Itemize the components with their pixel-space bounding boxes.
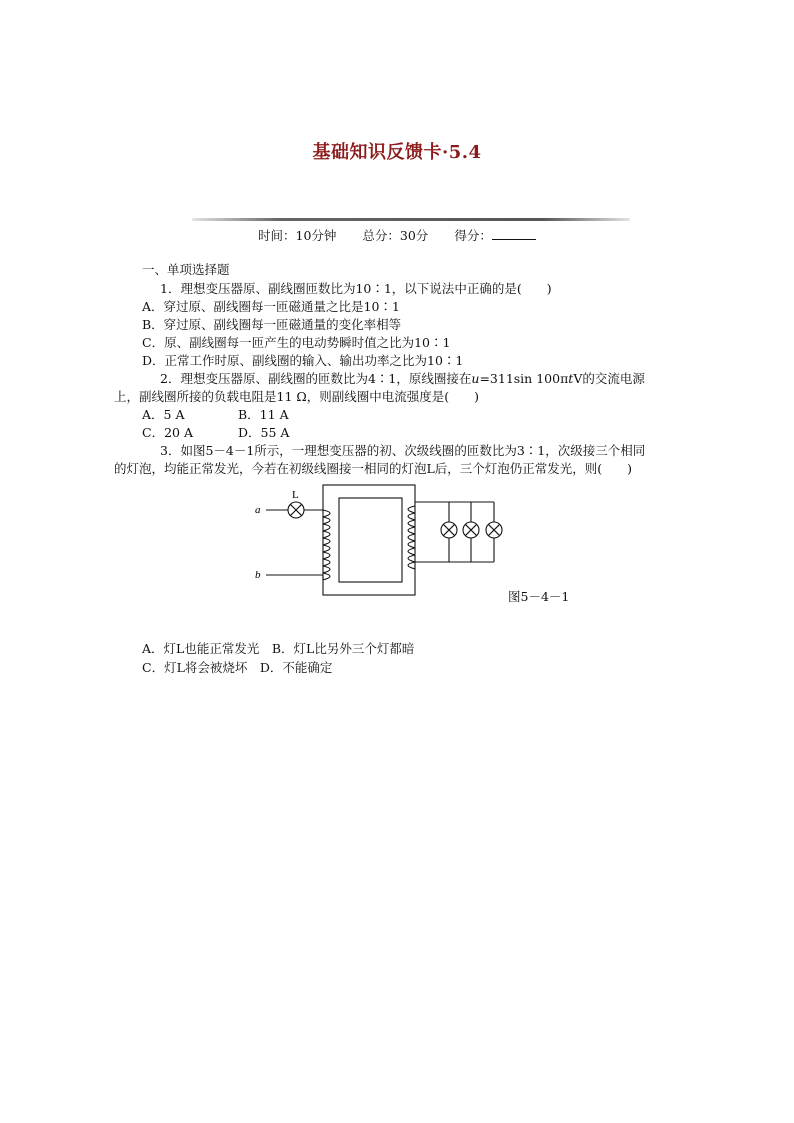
- terminal-b-label: b: [255, 569, 261, 581]
- lamp-L-label: L: [292, 489, 299, 501]
- q1-option-d: D．正常工作时原、副线圈的输入、输出功率之比为10∶1: [142, 353, 464, 368]
- q2-stem: 2．理想变压器原、副线圈的匝数比为4∶1，原线圈接在u=311sin 100πtV的交流电源: [160, 371, 645, 386]
- q3-stem-continued: 的灯泡，均能正常发光，今若在初级线圈接一相同的灯泡L后，三个灯泡仍正常发光，则( ): [114, 461, 633, 476]
- q2-options-ab: [142, 407, 289, 423]
- score-blank: [492, 226, 536, 240]
- secondary-coil: [408, 506, 415, 569]
- score-field: 得分：: [454, 226, 536, 244]
- total-score: 总分：30分: [362, 228, 429, 243]
- q1-option-c: C．原、副线圈每一匝产生的电动势瞬时值之比为10∶1: [142, 335, 451, 350]
- q2-stem-continued: 上，副线圈所接的负载电阻是11 Ω，则副线圈中电流强度是( ): [114, 389, 479, 404]
- q2-options-cd: [142, 425, 289, 441]
- page-title: 基础知识反馈卡·5.4: [312, 142, 482, 163]
- q1-stem: 1．理想变压器原、副线圈匝数比为10∶1，以下说法中正确的是( ): [160, 281, 552, 296]
- terminal-a-label: a: [255, 504, 261, 516]
- q2-option-a: A．5 A: [142, 407, 185, 422]
- q1-option-a: A．穿过原、副线圈每一匝磁通量之比是10∶1: [142, 299, 400, 314]
- q3-options-cd: C．灯L将会被烧坏 D．不能确定: [142, 660, 333, 675]
- title-divider: [192, 218, 630, 221]
- q1-option-b: B．穿过原、副线圈每一匝磁通量的变化率相等: [142, 317, 402, 332]
- q3-options-ab: A．灯L也能正常发光 B．灯L比另外三个灯都暗: [142, 641, 415, 656]
- q2-option-d: D．55 A: [238, 425, 290, 440]
- core-outer: [323, 485, 415, 595]
- time-limit: 时间：10分钟: [258, 228, 337, 243]
- q2-option-c: C．20 A: [142, 425, 193, 440]
- primary-coil: [323, 510, 330, 580]
- q3-stem: 3．如图5－4－1所示，一理想变压器的初、次级线圈的匝数比为3∶1，次级接三个相同: [160, 443, 646, 458]
- section-heading: 一、单项选择题: [142, 262, 230, 277]
- exam-meta: [258, 226, 536, 244]
- figure-caption: 图5－4－1: [508, 589, 570, 604]
- core-inner: [339, 498, 402, 582]
- q2-option-b: B．11 A: [238, 407, 289, 422]
